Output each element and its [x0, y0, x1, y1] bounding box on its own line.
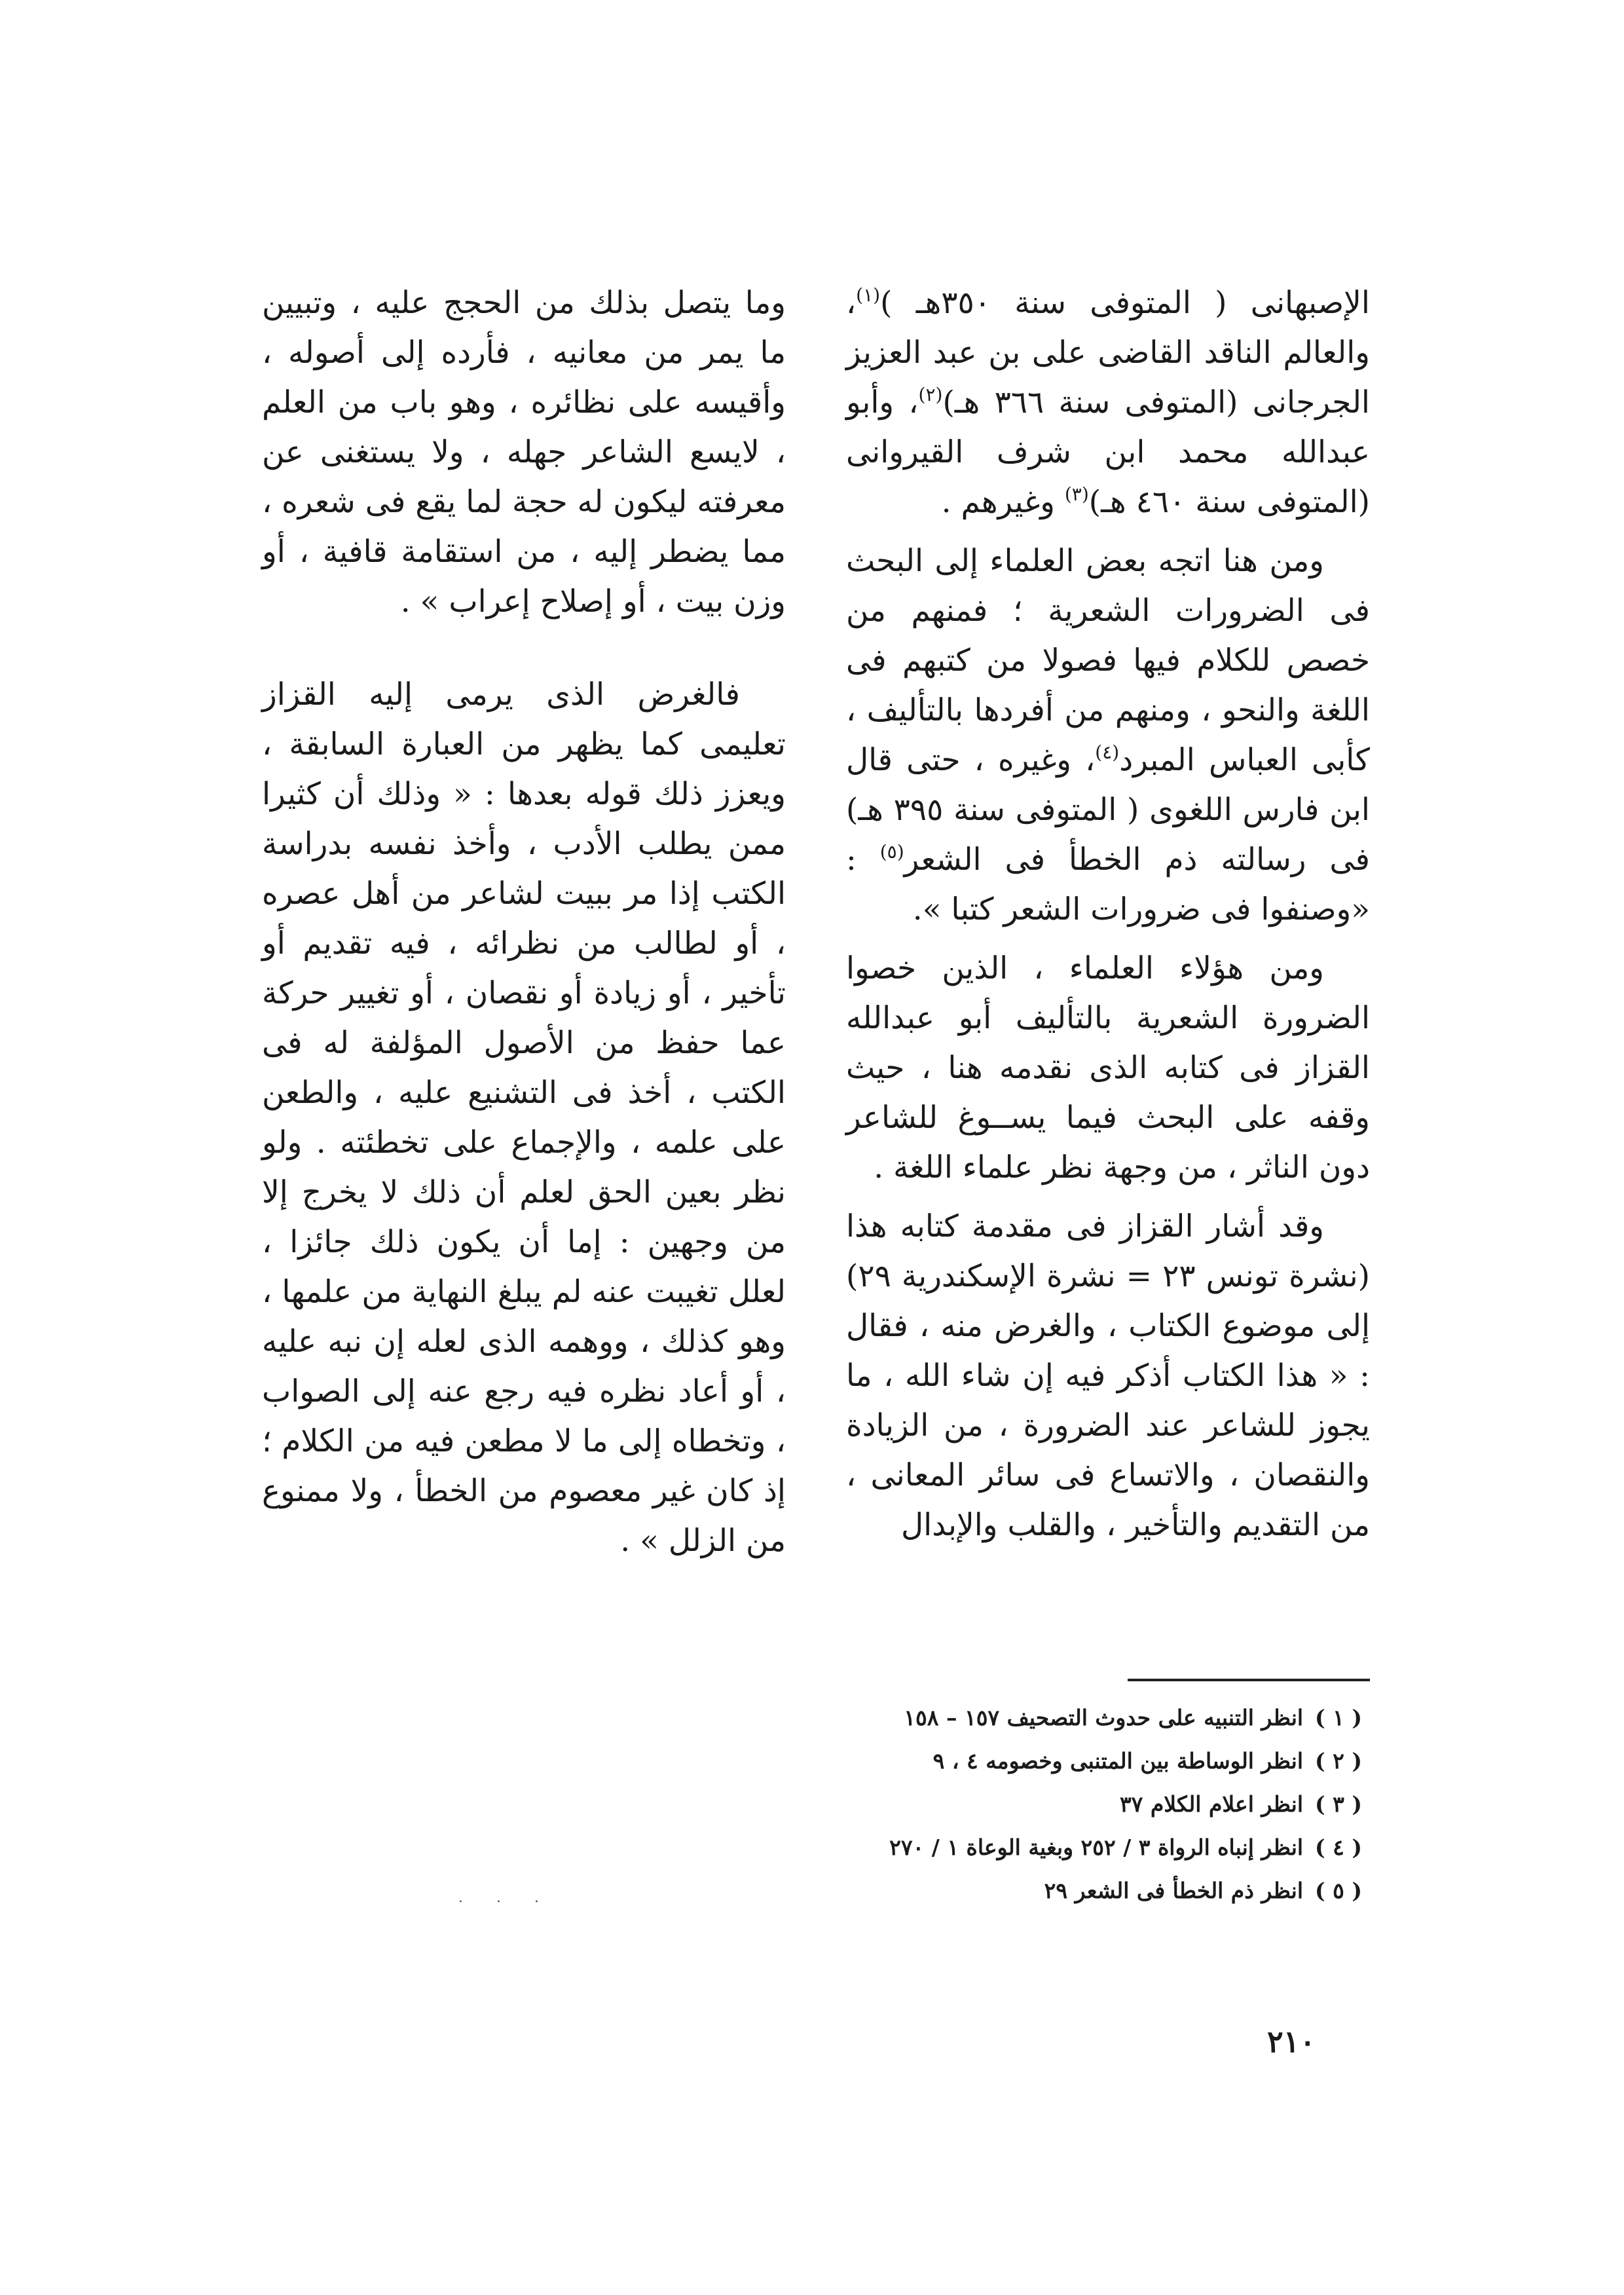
footnote-number: ( ٥ ) [1315, 1878, 1362, 1903]
footnote-ref-2: (٢) [918, 384, 943, 405]
footnote-number: ( ١ ) [1315, 1705, 1362, 1730]
paragraph-2-text-2: ، وغيره ، حتى قال ابن فارس اللغوى ( المتوفى سنة ٣٩٥ هـ) فى رسالته ذم الخطأ فى الشعر [846, 742, 1370, 878]
footnotes [576, 1696, 1362, 1912]
paragraph-5: وما يتصل بذلك من الحجج عليه ، وتبيين ما يمر من معانيه ، فأرده إلى أصوله ، وأقيسه على نظائره ، وهو باب من العلم ، لايسع الشاعر جهله ، ولا يستغنى عن معرفته ليكون له حجة لما يقع فى شعره ، مما يضطر إليه ، من استقامة قافية ، أو وزن بيت ، أو إصلاح إعراب » . [262, 285, 786, 620]
footnote-4 [576, 1826, 1362, 1869]
paragraph-4: وقد أشار القزاز فى مقدمة كتابه هذا (نشرة تونس ٢٣ = نشرة الإسكندرية ٢٩) إلى موضوع الكتاب ، والغرض منه ، فقال : « هذا الكتاب أذكر فيه إن شاء الله ، ما يجوز للشاعر عند الضرورة ، من الزيادة والنقصان ، والاتساع فى سائر المعانى ، من التقديم والتأخير ، والقلب والإبدال [846, 1208, 1370, 1543]
paragraph-3: ومن هؤلاء العلماء ، الذين خصوا الضرورة الشعرية بالتأليف أبو عبدالله القزاز فى كتابه الذى نقدمه هنا ، حيث وقفه على البحث فيما يســوغ للشاعر دون الناثر ، من وجهة نظر علماء اللغة . [846, 950, 1370, 1185]
left-text-column [262, 278, 786, 1566]
footnote-2 [576, 1740, 1362, 1783]
footnote-number: ( ٤ ) [1315, 1835, 1362, 1860]
footnote-ref-4: (٤) [1095, 741, 1120, 763]
footnote-ref-5: (٥) [879, 841, 904, 863]
paragraph-1-text-3: ، وأبو عبدالله محمد ابن شرف القيروانى (المتوفى سنة ٤٦٠ هـ) [846, 384, 1370, 520]
paragraph-2 [846, 536, 1370, 935]
footnote-ref-3: (٣) [1064, 483, 1089, 505]
paragraph-1-text: الإصبهانى ( المتوفى سنة ٣٥٠هـ ) [880, 285, 1370, 321]
footnote-1 [576, 1696, 1362, 1740]
right-text-column [846, 278, 1370, 1550]
footnote-separator [1128, 1679, 1370, 1681]
scan-specks: . . . [458, 1890, 553, 1906]
paragraph-6: فالغرض الذى يرمى إليه القزاز تعليمى كما يظهر من العبارة السابقة ، ويعزز ذلك قوله بعدها : « وذلك أن كثيرا ممن يطلب الأدب ، وأخذ نفسه بدراسة الكتب إذا مر ببيت لشاعر من أهل عصره ، أو لطالب من نظرائه ، فيه تقديم أو تأخير ، أو زيادة أو نقصان ، أو تغيير حركة عما حفظ من الأصول المؤلفة له فى الكتب ، أخذ فى التشنيع عليه ، والطعن على علمه ، والإجماع على تخطئته . ولو نظر بعين الحق لعلم أن ذلك لا يخرج إلا من وجهين : إما أن يكون ذلك جائزا ، لعلل تغيبت عنه لم يبلغ النهاية من علمها ، وهو كذلك ، ووهمه الذى لعله إن نبه عليه ، أو أعاد نظره فيه رجع عنه إلى الصواب ، وتخطاه إلى ما لا مطعن فيه من الكلام ؛ إذ كان غير معصوم من الخطأ ، ولا ممنوع من الزلل » . [262, 677, 786, 1559]
footnote-text: انظر ذم الخطأ فى الشعر ٢٩ [1044, 1878, 1304, 1903]
paragraph-2-text-3: : «وصنفوا فى ضرورات الشعر كتبا ». [846, 842, 1370, 927]
paragraph-1-text-4: وغيرهم . [941, 484, 1055, 520]
paragraph-1-text-2: ، والعالم الناقد القاضى على بن عبد العزيز الجرجانى (المتوفى سنة ٣٦٦ هـ) [846, 285, 1370, 420]
footnote-text: انظر الوساطة بين المتنبى وخصومه ٤ ، ٩ [932, 1748, 1304, 1774]
paragraph-2-text: ومن هنا اتجه بعض العلماء إلى البحث فى الضرورات الشعرية ؛ فمنهم من خصص للكلام فيها فصولا من كتبهم فى اللغة والنحو ، ومنهم من أفردها بالتأليف ، كأبى العباس المبرد [846, 543, 1370, 778]
paragraph-1 [846, 278, 1370, 527]
footnote-text: انظر إنباه الرواة ٣ / ٢٥٢ وبغية الوعاة ١ / ٢٧٠ [889, 1835, 1304, 1860]
footnote-number: ( ٢ ) [1315, 1748, 1362, 1774]
footnote-number: ( ٣ ) [1315, 1791, 1362, 1817]
footnote-ref-1: (١) [856, 284, 881, 306]
footnote-5 [576, 1869, 1362, 1912]
page-number: ٢١٠ [1267, 2024, 1316, 2059]
footnote-text: انظر التنبيه على حدوث التصحيف ١٥٧ – ١٥٨ [904, 1705, 1304, 1730]
footnote-text: انظر اعلام الكلام ٣٧ [1119, 1791, 1304, 1817]
footnote-3 [576, 1783, 1362, 1826]
